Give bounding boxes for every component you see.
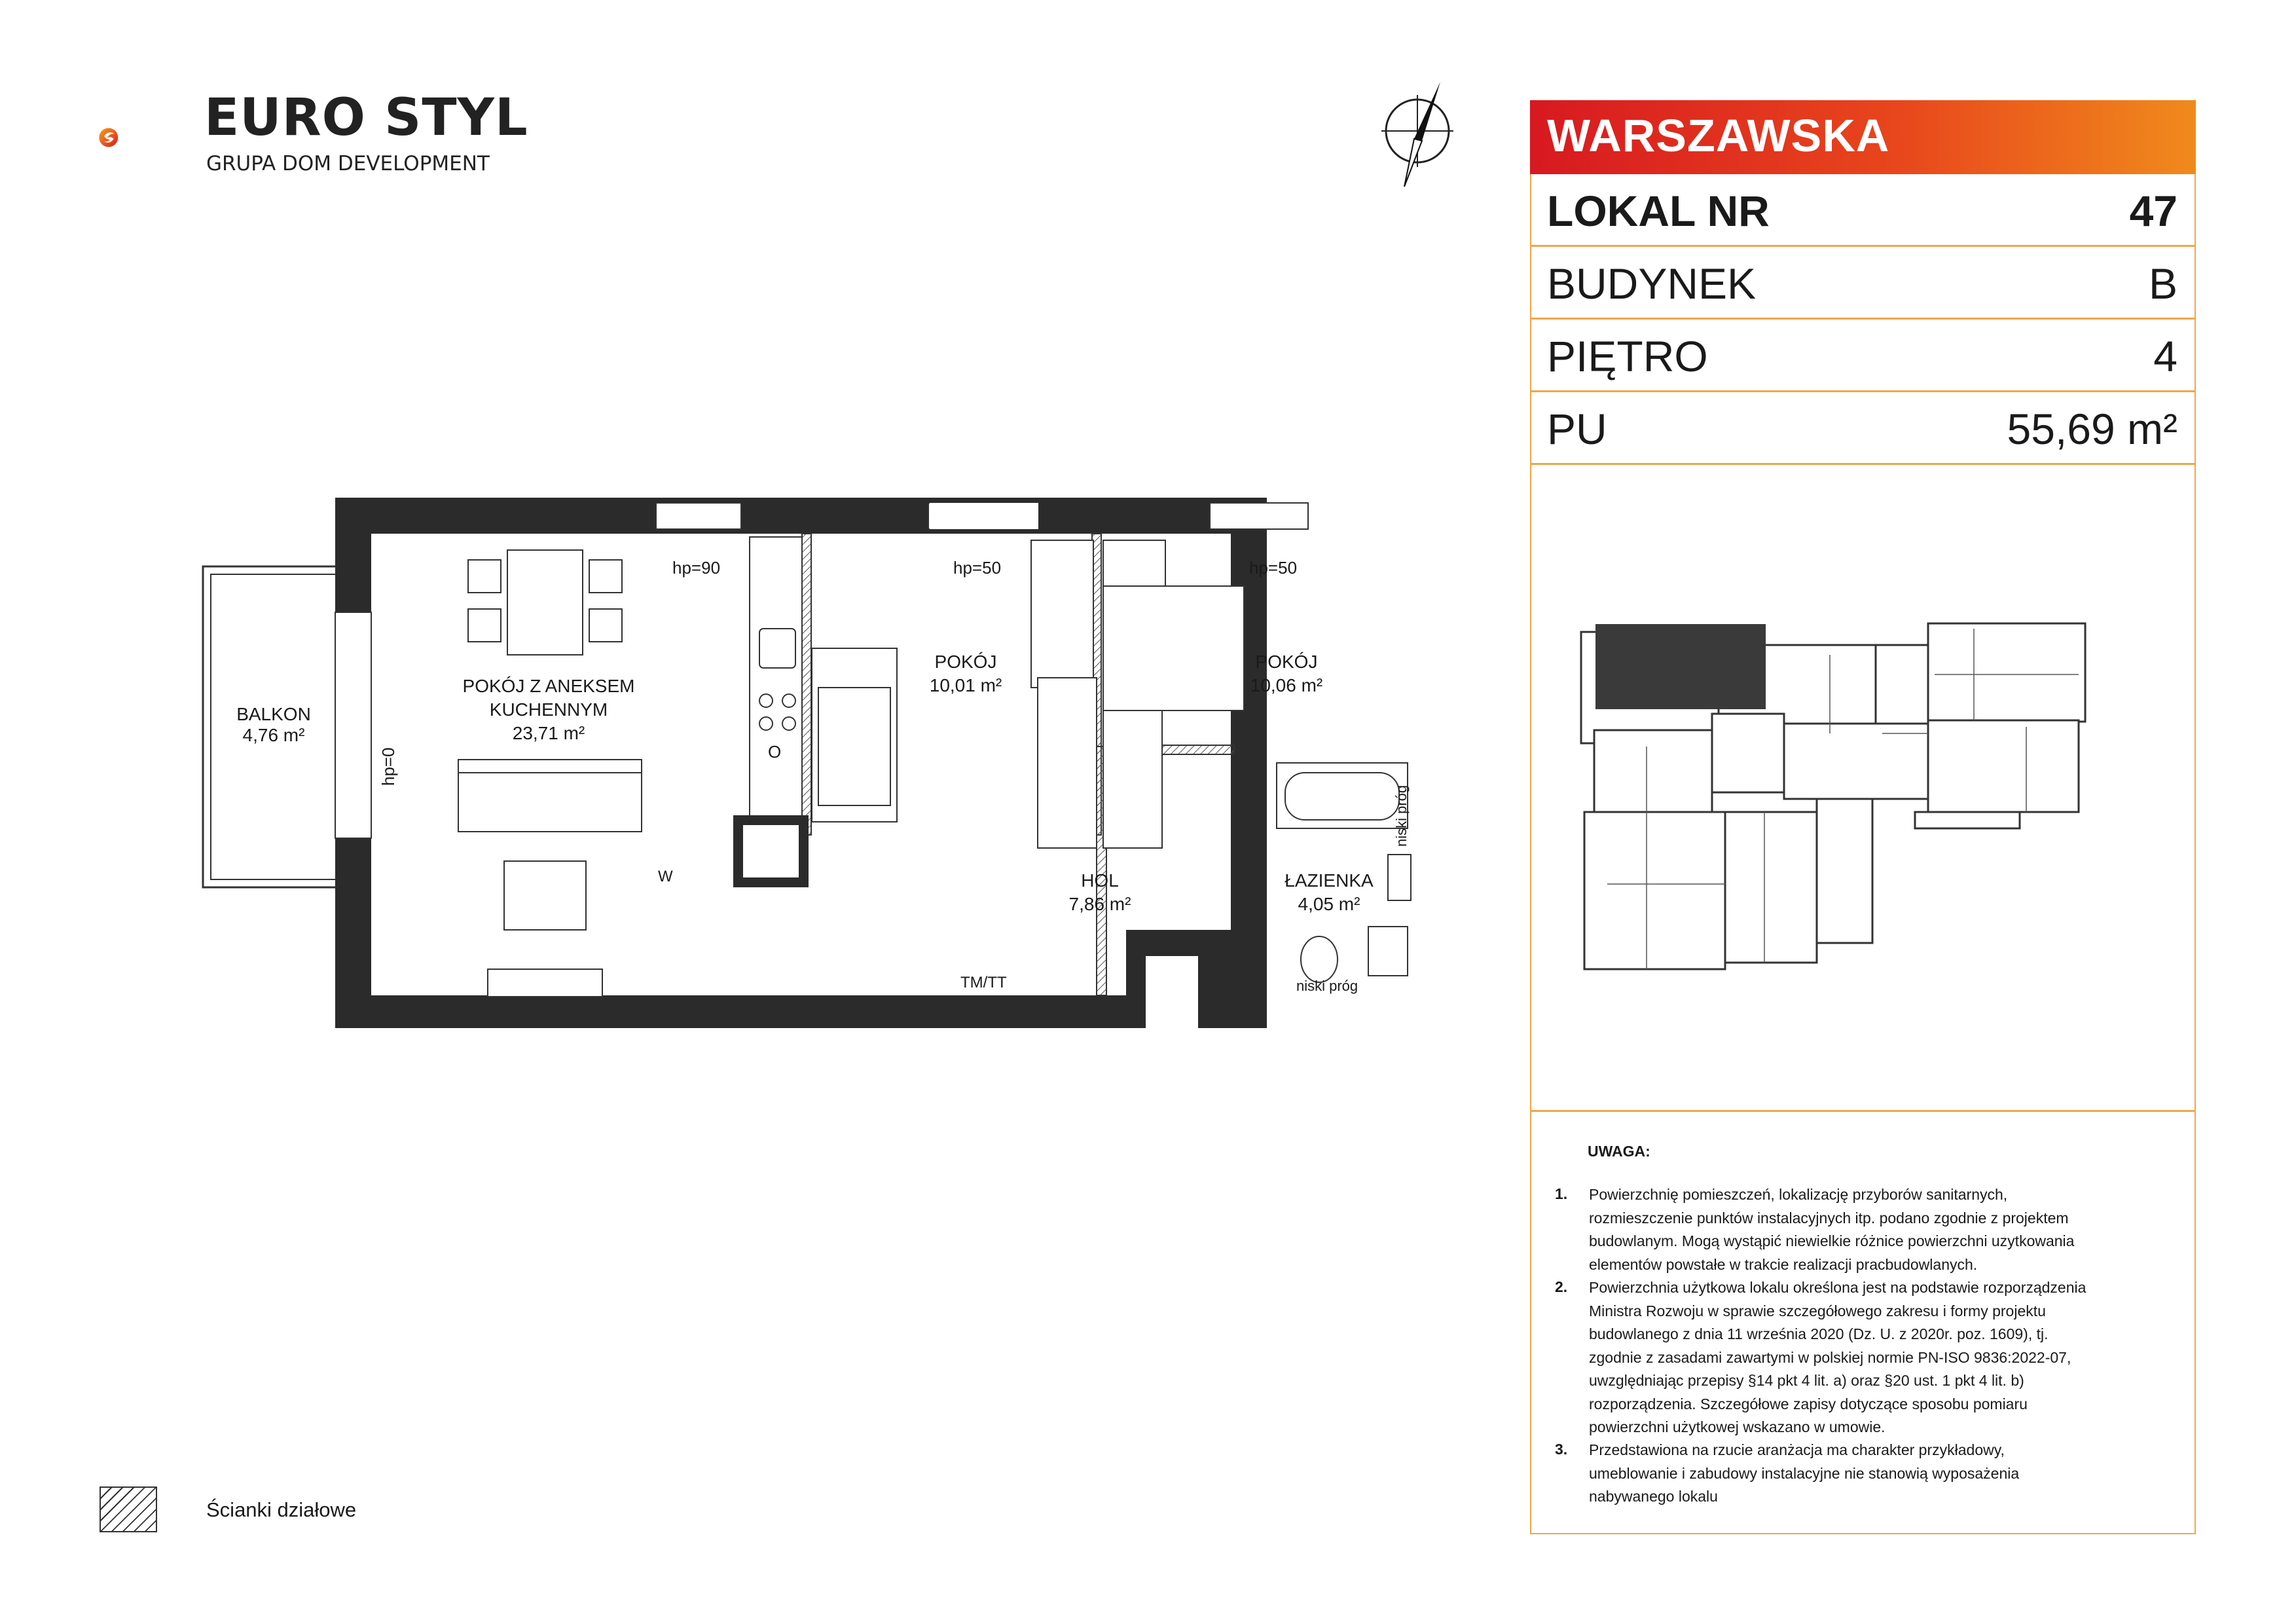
note-1 (1589, 1183, 2165, 1276)
row-value: 47 (2129, 187, 2178, 235)
note-line: Ministra Rozwoju w sprawie szczegółowego zakresu i formy projektu (1589, 1302, 2046, 1320)
project-name: WARSZAWSKA (1547, 110, 1890, 161)
room-balkon (208, 704, 339, 746)
note-line: uwzględniając przepisy §14 pkt 4 lit. a) oraz §20 ust. 1 pkt 4 lit. b) (1589, 1372, 2024, 1389)
room-area: 7,86 m² (1068, 894, 1131, 914)
label-hp-0: hp=0 (378, 747, 398, 786)
label-hp-50-a: hp=50 (953, 558, 1002, 578)
note-line: budowlanego z dnia 11 września 2020 (Dz. U. z 2020r. poz. 1609), tj. (1589, 1325, 2049, 1342)
note-line: powierzchni użytkowej wskazano w umowie. (1589, 1418, 1886, 1435)
row-budynek (1530, 247, 2196, 320)
room-hol (1044, 869, 1156, 916)
room-name: POKÓJ (934, 652, 997, 672)
note-2 (1589, 1276, 2165, 1439)
room-area: 23,71 m² (512, 723, 585, 743)
building-key-plan (1568, 616, 2177, 982)
room-name: HOL (1081, 870, 1119, 891)
legend-label: Ścianki działowe (206, 1498, 357, 1521)
label-hp-50-b: hp=50 (1249, 558, 1298, 578)
note-number: 1. (1555, 1185, 1568, 1202)
row-label: PU (1547, 405, 1607, 453)
row-label: BUDYNEK (1547, 259, 1757, 308)
apartment-highlight (1595, 624, 1766, 709)
row-pietro (1530, 320, 2196, 392)
note-line: nabywanego lokalu (1589, 1488, 1718, 1505)
room-name: BALKON (236, 704, 311, 724)
project-header (1530, 100, 2196, 174)
room-name: POKÓJ Z ANEKSEM (462, 676, 635, 696)
panel-divider (1530, 1110, 2196, 1112)
room-living-kitchen (437, 674, 660, 745)
logo-subtitle: GRUPA DOM DEVELOPMENT (206, 152, 490, 175)
row-label: PIĘTRO (1547, 332, 1708, 380)
label-w: W (658, 868, 673, 885)
euro-styl-logo (98, 92, 190, 183)
label-niski-prog-2: niski próg (1296, 978, 1358, 994)
room-pokoj-2 (1231, 650, 1342, 697)
note-line: Powierzchnia użytkowa lokalu określona jest na podstawie rozporządzenia (1589, 1279, 2086, 1296)
note-line: umeblowanie i zabudowy instalacyjne nie stanowią wyposażenia (1589, 1464, 2020, 1482)
room-pokoj-1 (910, 650, 1021, 697)
note-line: elementów powstałe w trakcie realizacji pracbudowlanych. (1589, 1255, 1978, 1273)
note-line: Przedstawiona na rzucie aranżacja ma charakter przykładowy, (1589, 1441, 2005, 1458)
note-line: rozmieszczenie punktów instalacyjnych itp. podano zgodnie z projektem (1589, 1209, 2069, 1227)
room-area: 4,76 m² (242, 725, 305, 745)
row-label: LOKAL NR (1547, 187, 1770, 235)
row-value: B (2148, 259, 2178, 308)
note-number: 2. (1555, 1278, 1568, 1295)
note-line: budowlanym. Mogą wystąpić niewielkie różnice powierzchni uzytkowania (1589, 1232, 2075, 1249)
label-tm-tt: TM/TT (960, 974, 1007, 991)
room-name-2: KUCHENNYM (489, 699, 608, 720)
room-area: 4,05 m² (1298, 894, 1360, 914)
row-pu (1530, 392, 2196, 465)
partition-wall-legend-icon (100, 1486, 157, 1532)
note-3 (1589, 1439, 2165, 1509)
row-value: 4 (2153, 332, 2178, 380)
room-name: ŁAZIENKA (1285, 870, 1374, 891)
north-arrow-icon (1375, 79, 1467, 190)
note-number: 3. (1555, 1441, 1568, 1458)
note-line: zgodnie z zasadami zawartymi w polskiej normie PN-ISO 9836:2022-07, (1589, 1348, 2071, 1366)
label-niski-prog-1: niski próg (1393, 784, 1410, 847)
row-lokal (1530, 174, 2196, 247)
label-o: O (768, 742, 782, 762)
label-hp-90: hp=90 (672, 558, 721, 578)
room-name: POKÓJ (1255, 652, 1318, 672)
notes-title: UWAGA: (1588, 1143, 1650, 1160)
note-line: rozporządzenia. Szczegółowe zapisy dotyczące sposobu pomiaru (1589, 1395, 2028, 1412)
room-area: 10,01 m² (929, 675, 1002, 695)
room-area: 10,06 m² (1250, 675, 1323, 695)
note-line: Powierzchnię pomieszczeń, lokalizację przyborów sanitarnych, (1589, 1186, 2008, 1203)
row-value: 55,69 m² (2007, 405, 2178, 453)
logo-name: EURO STYL (204, 88, 528, 147)
room-lazienka (1270, 869, 1388, 916)
